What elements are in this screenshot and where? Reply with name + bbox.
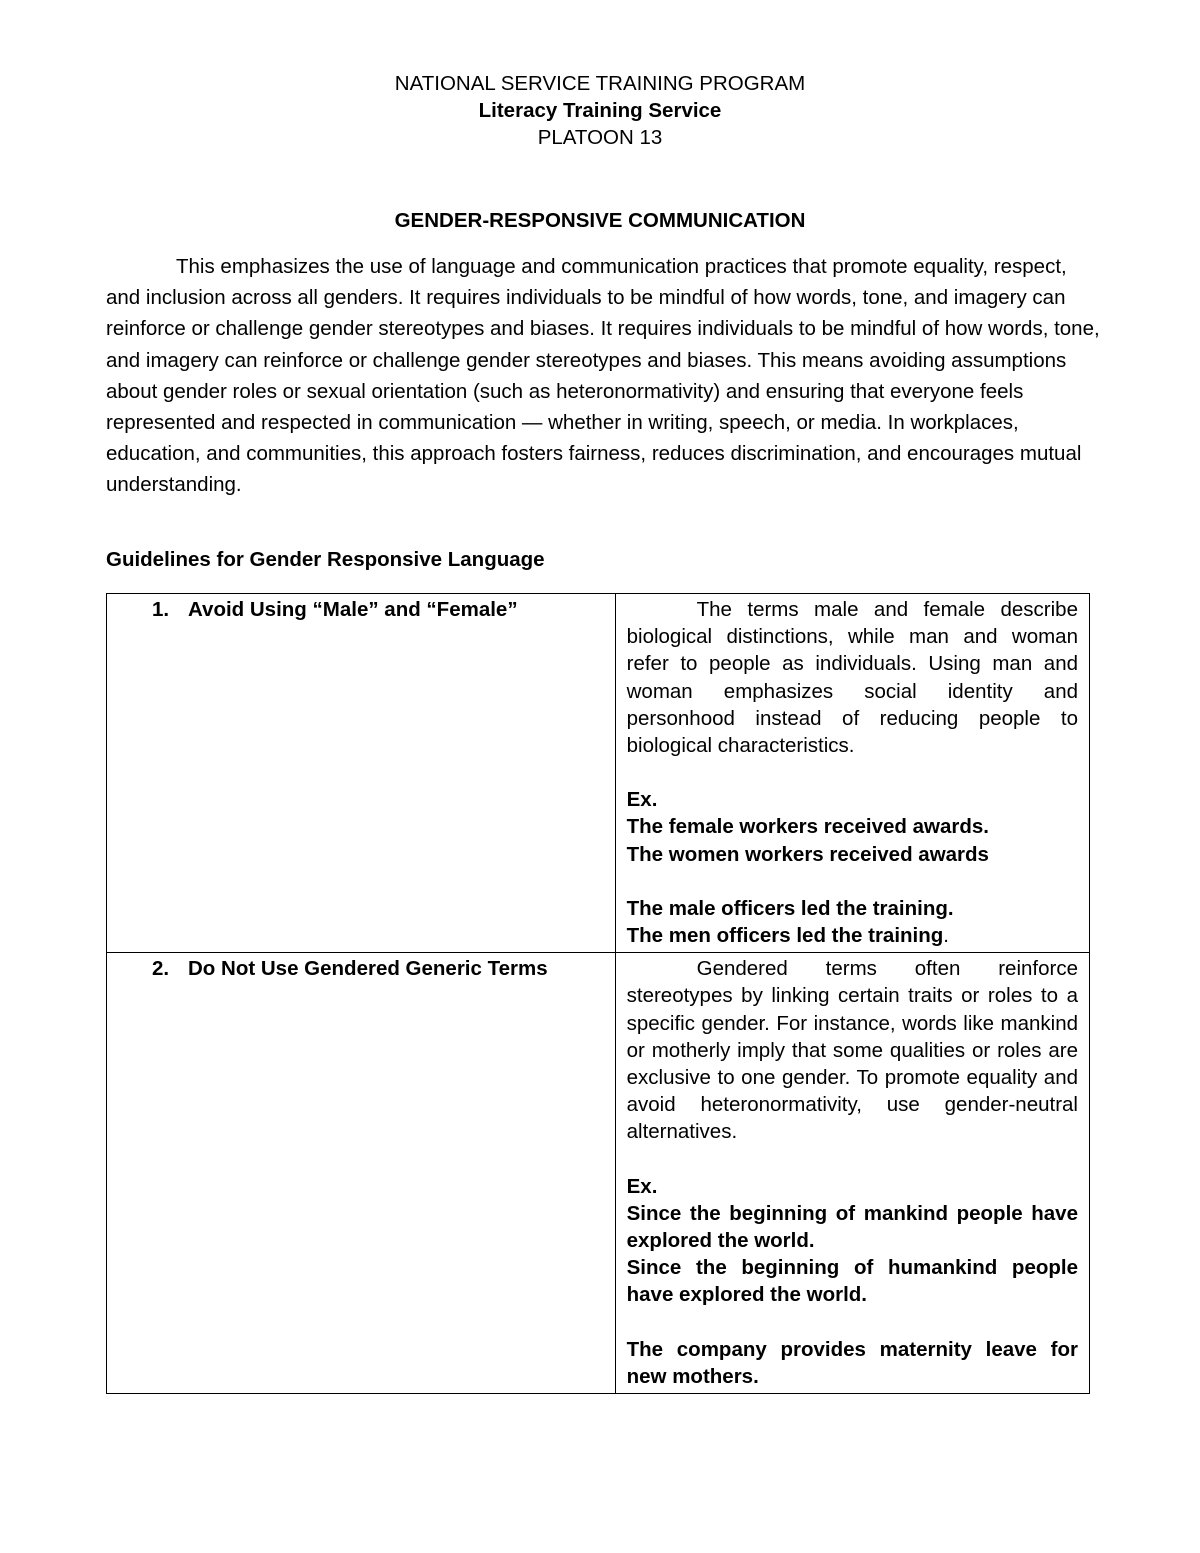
example-label: Ex. (626, 788, 658, 812)
guideline-heading-cell (107, 953, 616, 1394)
example-label: Ex. (626, 1174, 658, 1198)
table-row (107, 594, 1090, 953)
guideline-heading-cell (107, 594, 616, 953)
document-header (0, 70, 1200, 151)
example-text: Since the beginning of mankind people have explored the world. (626, 1201, 1078, 1253)
example-text: The female workers received awards. (626, 815, 989, 839)
guideline-heading: Avoid Using “Male” and “Female” (188, 598, 518, 621)
example-block (627, 1173, 1078, 1390)
guidelines-title: Guidelines for Gender Responsive Language (106, 548, 545, 571)
guideline-heading: Do Not Use Gendered Generic Terms (188, 957, 548, 981)
example-text: Since the beginning of humankind people have explored the world. (626, 1256, 1078, 1307)
guideline-description: The terms male and female describe biological distinctions, while man and woman refer to people as individuals. Using man and woman emphasizes social identity and personhood instead of reducing people to biological characteristics. (626, 598, 1078, 758)
guideline-detail-cell (615, 594, 1089, 953)
guideline-detail-cell (615, 953, 1089, 1394)
section-title: GENDER-RESPONSIVE COMMUNICATION (394, 209, 806, 232)
example-text: The company provides maternity leave for new mothers. (626, 1337, 1078, 1388)
example-period: . (943, 924, 949, 948)
example-text: The male officers led the training. (626, 896, 954, 920)
example-block (627, 786, 1078, 949)
guidelines-table (106, 593, 1090, 1394)
intro-paragraph: This emphasizes the use of language and communication practices that promote equality, respect, and inclusion across all genders. It requires individuals to be mindful of how words, tone, and imagery can reinforce or challenge gender stereotypes and biases. It requires individuals to be mindful of how words, tone, and imagery can reinforce or challenge gender stereotypes and biases. This means avoiding assumptions about gender roles or sexual orientation (such as heteronormativity) and ensuring that everyone feels represented and respected in communication — whether in writing, speech, or media. In workplaces, education, and communities, this approach fosters fairness, reduces discrimination, and encourages mutual understanding. (106, 255, 1100, 497)
guideline-description: Gendered terms often reinforce stereotypes by linking certain traits or roles to a specific gender. For instance, words like mankind or motherly imply that some qualities or roles are exclusive to one gender. To promote equality and avoid heteronormativity, use gender-neutral alternatives. (626, 957, 1078, 1144)
program-title: NATIONAL SERVICE TRAINING PROGRAM (394, 72, 806, 95)
table-row (107, 953, 1090, 1394)
example-text: The men officers led the training (626, 924, 944, 948)
guideline-number: 1. (152, 598, 170, 621)
platoon-title: PLATOON 13 (537, 126, 663, 149)
guideline-number: 2. (152, 957, 170, 981)
example-text-with-period (627, 922, 1078, 949)
service-title: Literacy Training Service (478, 99, 722, 122)
example-text: The women workers received awards (626, 842, 989, 866)
